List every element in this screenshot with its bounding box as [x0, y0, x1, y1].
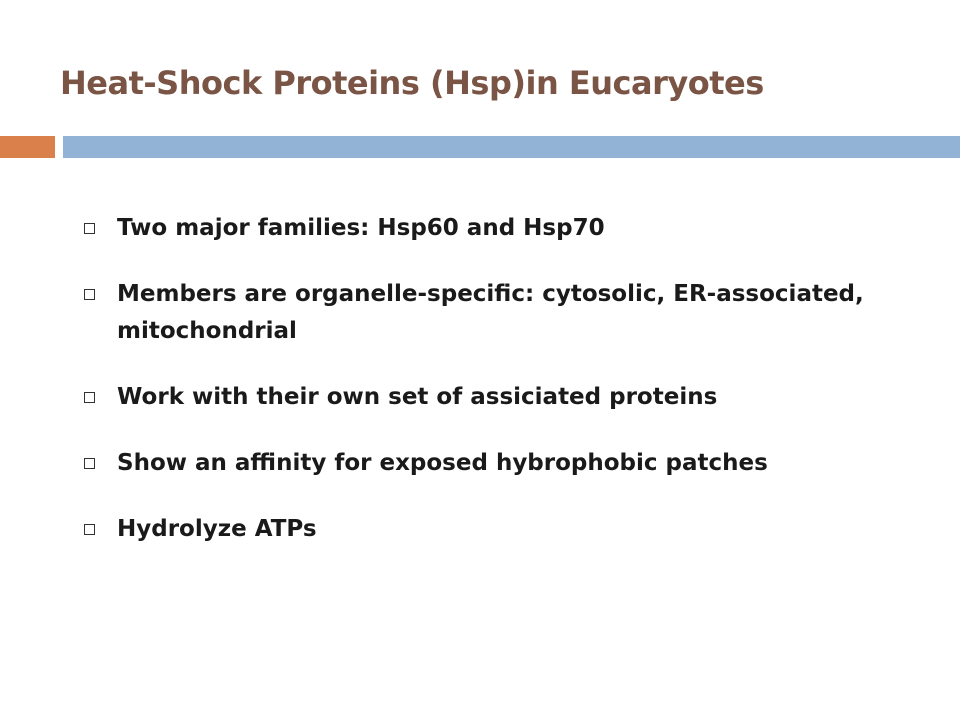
square-bullet-icon [84, 524, 95, 535]
bullet-text: Hydrolyze ATPs [117, 516, 317, 542]
bullet-list [84, 210, 864, 577]
bullet-item [84, 379, 864, 416]
bullet-text: Show an affinity for exposed hybrophobic patches [117, 450, 768, 476]
accent-bar [0, 136, 55, 158]
bullet-text: Work with their own set of assiciated proteins [117, 384, 718, 410]
square-bullet-icon [84, 289, 95, 300]
bullet-item [84, 445, 864, 482]
square-bullet-icon [84, 458, 95, 469]
square-bullet-icon [84, 392, 95, 403]
bullet-item [84, 210, 864, 247]
bullet-text: Members are organelle-specific: cytosolic, ER-associated, mitochondrial [117, 281, 864, 344]
title-divider-bar [63, 136, 960, 158]
bullet-item [84, 511, 864, 548]
square-bullet-icon [84, 223, 95, 234]
bullet-item [84, 276, 864, 350]
bullet-text: Two major families: Hsp60 and Hsp70 [117, 215, 605, 241]
slide-title: Heat-Shock Proteins (Hsp)in Eucaryotes [60, 64, 764, 102]
